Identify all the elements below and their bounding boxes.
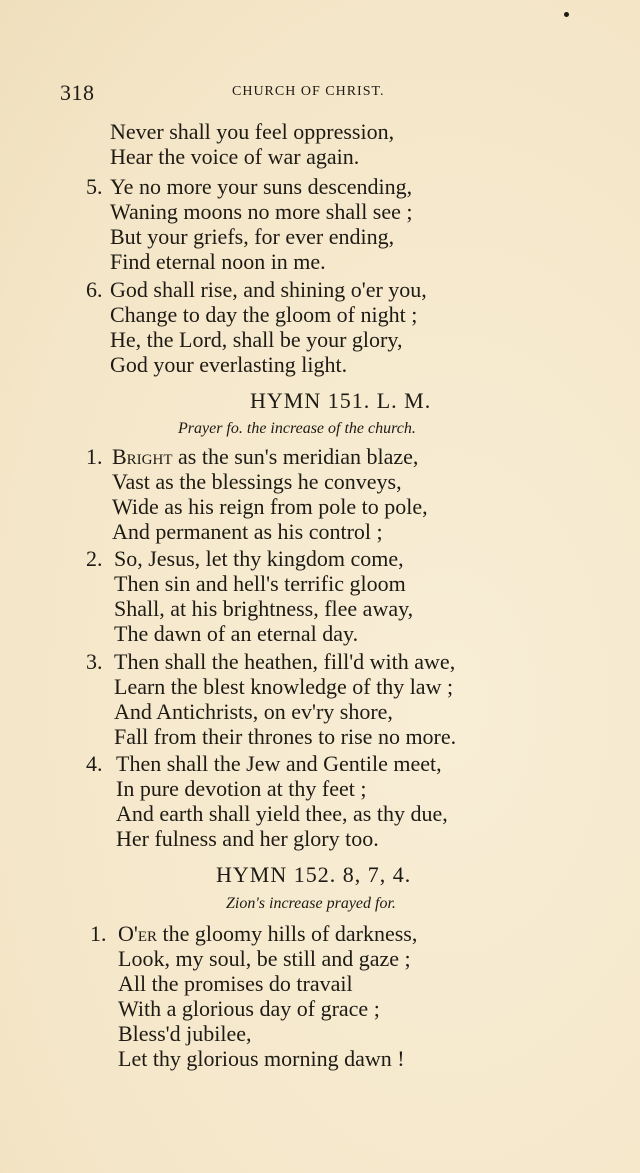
verse-line: Then shall the Jew and Gentile meet, bbox=[116, 751, 442, 776]
verse-number: 2. bbox=[86, 546, 103, 571]
hymn-title: HYMN 151. L. M. bbox=[250, 388, 432, 413]
verse-line: And Antichrists, on ev'ry shore, bbox=[114, 699, 393, 724]
hymn-subtitle: Prayer fo. the increase of the church. bbox=[178, 420, 416, 437]
verse-line: The dawn of an eternal day. bbox=[114, 621, 359, 646]
verse-line bbox=[112, 444, 418, 470]
verse-line: Look, my soul, be still and gaze ; bbox=[118, 946, 411, 971]
verse-line: Her fulness and her glory too. bbox=[116, 826, 379, 851]
verse-line: Learn the blest knowledge of thy law ; bbox=[114, 674, 454, 699]
verse-number: 1. bbox=[86, 444, 103, 469]
verse-line: Find eternal noon in me. bbox=[110, 249, 326, 274]
verse-line: So, Jesus, let thy kingdom come, bbox=[114, 546, 404, 571]
verse-line: Wide as his reign from pole to pole, bbox=[112, 494, 428, 519]
verse-line: All the promises do travail bbox=[118, 971, 353, 996]
verse-line: Change to day the gloom of night ; bbox=[110, 302, 418, 327]
verse-line-rest: as the sun's meridian blaze, bbox=[172, 444, 419, 469]
verse-line: Waning moons no more shall see ; bbox=[110, 199, 413, 224]
verse-line: Vast as the blessings he conveys, bbox=[112, 469, 402, 494]
lead-word: O'er bbox=[118, 921, 158, 946]
verse-line: Let thy glorious morning dawn ! bbox=[118, 1046, 405, 1071]
verse-number: 6. bbox=[86, 277, 103, 302]
lead-word: Bright bbox=[112, 444, 173, 469]
verse-number: 3. bbox=[86, 649, 103, 674]
verse-line bbox=[118, 921, 417, 947]
verse-number: 5. bbox=[86, 174, 103, 199]
verse-line: In pure devotion at thy feet ; bbox=[116, 776, 367, 801]
verse-line: God your everlasting light. bbox=[110, 352, 348, 377]
page-number: 318 bbox=[60, 80, 95, 105]
verse-number: 1. bbox=[90, 921, 107, 946]
verse-line-rest: the gloomy hills of darkness, bbox=[157, 921, 418, 946]
continuation-line: Hear the voice of war again. bbox=[110, 144, 360, 169]
verse-line: Fall from their thrones to rise no more. bbox=[114, 724, 457, 749]
print-mark bbox=[564, 12, 569, 17]
verse-line: With a glorious day of grace ; bbox=[118, 996, 380, 1021]
page-header bbox=[60, 80, 420, 104]
verse-line: God shall rise, and shining o'er you, bbox=[110, 277, 427, 302]
verse-line: Shall, at his brightness, flee away, bbox=[114, 596, 414, 621]
verse-line: And earth shall yield thee, as thy due, bbox=[116, 801, 448, 826]
verse-line: But your griefs, for ever ending, bbox=[110, 224, 395, 249]
hymn-title: HYMN 152. 8, 7, 4. bbox=[216, 862, 412, 887]
verse-line: Then shall the heathen, fill'd with awe, bbox=[114, 649, 456, 674]
verse-number: 4. bbox=[86, 751, 103, 776]
continuation-line: Never shall you feel oppression, bbox=[110, 119, 395, 144]
verse-line: He, the Lord, shall be your glory, bbox=[110, 327, 403, 352]
running-head: CHURCH OF CHRIST. bbox=[232, 84, 385, 99]
verse-line: And permanent as his control ; bbox=[112, 519, 383, 544]
hymn-subtitle: Zion's increase prayed for. bbox=[226, 895, 396, 912]
verse-line: Bless'd jubilee, bbox=[118, 1021, 252, 1046]
verse-line: Then sin and hell's terrific gloom bbox=[114, 571, 406, 596]
verse-line: Ye no more your suns descending, bbox=[110, 174, 413, 199]
